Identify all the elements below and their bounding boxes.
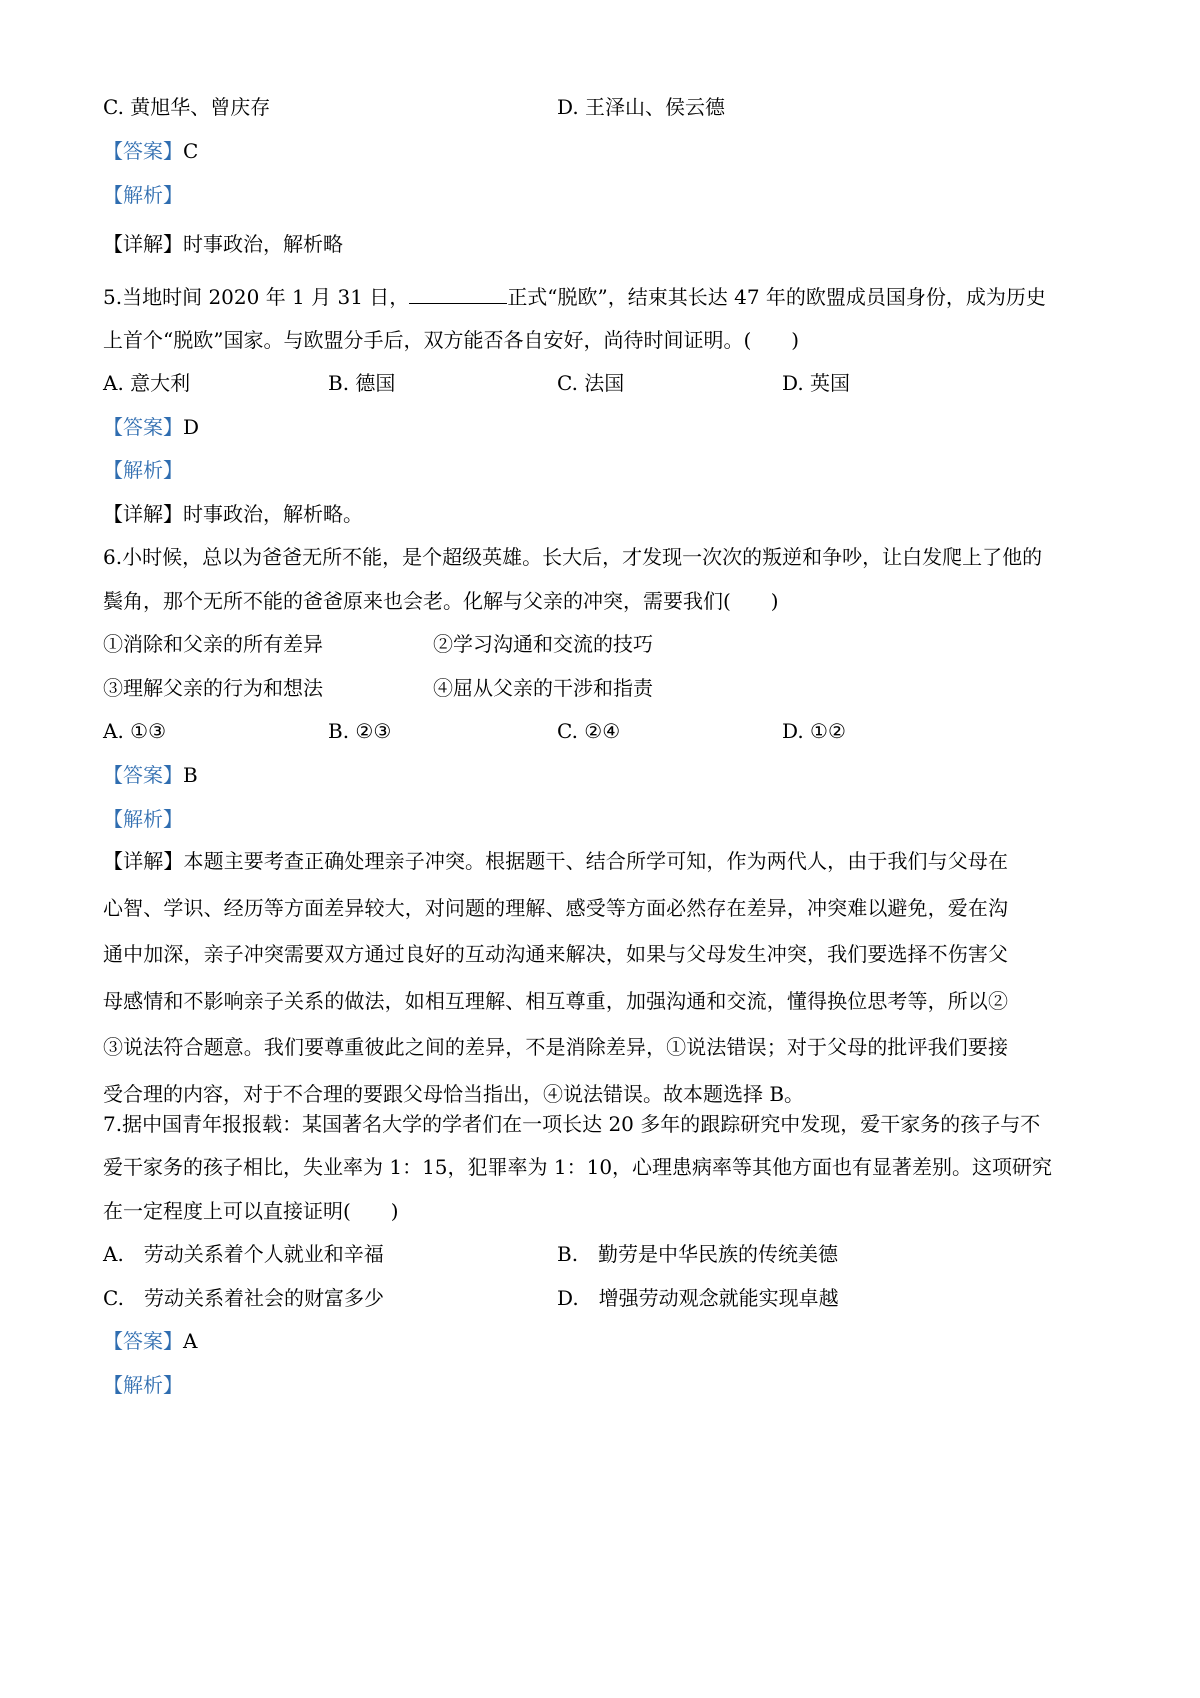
- analysis-tag: 【解析】: [103, 807, 183, 831]
- q6-stem-line2: 鬓角，那个无所不能的爸爸原来也会老。化解与父亲的冲突，需要我们( ): [103, 589, 779, 613]
- q6-option-c: C. ②④: [557, 719, 621, 743]
- q4-detail: [103, 230, 343, 258]
- q6-item-2: ②学习沟通和交流的技巧: [433, 632, 653, 656]
- q6-option-a: A. ①③: [103, 719, 167, 743]
- q4-option-c: C. 黄旭华、曾庆存: [103, 95, 271, 119]
- q5-option-c: C. 法国: [557, 371, 625, 395]
- q4-option-d: D. 王泽山、侯云德: [557, 95, 726, 119]
- answer-value: A: [183, 1329, 198, 1353]
- answer-tag: 【答案】: [103, 415, 183, 439]
- q7-option-b: B. 勤劳是中华民族的传统美德: [557, 1242, 839, 1266]
- answer-value: C: [183, 139, 199, 163]
- q6-option-b: B. ②③: [328, 719, 392, 743]
- q5-stem-line2: 上首个“脱欧”国家。与欧盟分手后，双方能否各自安好，尚待时间证明。( ): [103, 328, 800, 352]
- answer-tag: 【答案】: [103, 139, 183, 163]
- detail-tag: 【详解】: [103, 502, 183, 526]
- detail-text: 本题主要考查正确处理亲子冲突。根据题干、结合所学可知，作为两代人，由于我们与父母在心智、学识、经历等方面差异较大，对问题的理解、感受等方面必然存在差异，冲突难以避免，爱在沟通中加深，亲子冲突需要双方通过良好的互动沟通来解决，如果与父母发生冲突，我们要选择不伤害父母感情和不影响亲子关系的做法，如相互理解、相互尊重，加强沟通和交流，懂得换位思考等，所以②③说法符合题意。我们要尊重彼此之间的差异，不是消除差异，①说法错误；对于父母的批评我们要接受合理的内容，对于不合理的要跟父母恰当指出，④说法错误。故本题选择 B。: [103, 849, 1009, 1106]
- detail-tag: 【详解】: [103, 849, 184, 873]
- q5-answer: [103, 413, 199, 441]
- fill-blank: [409, 285, 507, 304]
- q5-stem-line1: [103, 283, 1046, 311]
- q7-option-d: D. 增强劳动观念就能实现卓越: [557, 1286, 839, 1310]
- q6-item-1: ①消除和父亲的所有差异: [103, 632, 323, 656]
- analysis-tag: 【解析】: [103, 458, 183, 482]
- q5-option-a: A. 意大利: [103, 371, 191, 395]
- q5-stem-part2: 正式“脱欧”，结束其长达 47 年的欧盟成员国身份，成为历史: [507, 285, 1046, 309]
- detail-tag: 【详解】: [103, 232, 183, 256]
- q7-option-a: A. 劳动关系着个人就业和辛福: [103, 1242, 384, 1266]
- answer-value: B: [183, 763, 198, 787]
- q7-stem-line1: 7.据中国青年报报载：某国著名大学的学者们在一项长达 20 多年的跟踪研究中发现，爱干家务的孩子与不: [103, 1112, 1041, 1136]
- answer-tag: 【答案】: [103, 763, 183, 787]
- q7-stem-line2: 爱干家务的孩子相比，失业率为 1：15，犯罪率为 1：10，心理患病率等其他方面也有显著差别。这项研究: [103, 1155, 1053, 1179]
- q5-option-b: B. 德国: [328, 371, 396, 395]
- q6-item-4: ④屈从父亲的干涉和指责: [433, 676, 653, 700]
- q7-answer: [103, 1327, 197, 1355]
- q4-analysis: [103, 181, 183, 209]
- detail-text: 时事政治，解析略: [183, 232, 343, 256]
- q6-option-d: D. ①②: [782, 719, 846, 743]
- q6-analysis: [103, 805, 183, 833]
- q6-detail: [103, 838, 1008, 1117]
- q7-analysis: [103, 1371, 183, 1399]
- q5-analysis: [103, 456, 183, 484]
- q7-stem-line3: 在一定程度上可以直接证明( ): [103, 1199, 399, 1223]
- detail-text: 时事政治，解析略。: [183, 502, 363, 526]
- q5-stem-part1: 5.当地时间 2020 年 1 月 31 日，: [103, 285, 410, 309]
- q6-stem-line1: 6.小时候，总以为爸爸无所不能，是个超级英雄。长大后，才发现一次次的叛逆和争吵，让白发爬上了他的: [103, 545, 1043, 569]
- q7-option-c: C. 劳动关系着社会的财富多少: [103, 1286, 384, 1310]
- answer-value: D: [183, 415, 200, 439]
- answer-tag: 【答案】: [103, 1329, 183, 1353]
- q5-detail: [103, 500, 363, 528]
- analysis-tag: 【解析】: [103, 183, 183, 207]
- q6-answer: [103, 761, 198, 789]
- q4-answer: [103, 137, 198, 165]
- q5-option-d: D. 英国: [782, 371, 851, 395]
- analysis-tag: 【解析】: [103, 1373, 183, 1397]
- q6-item-3: ③理解父亲的行为和想法: [103, 676, 323, 700]
